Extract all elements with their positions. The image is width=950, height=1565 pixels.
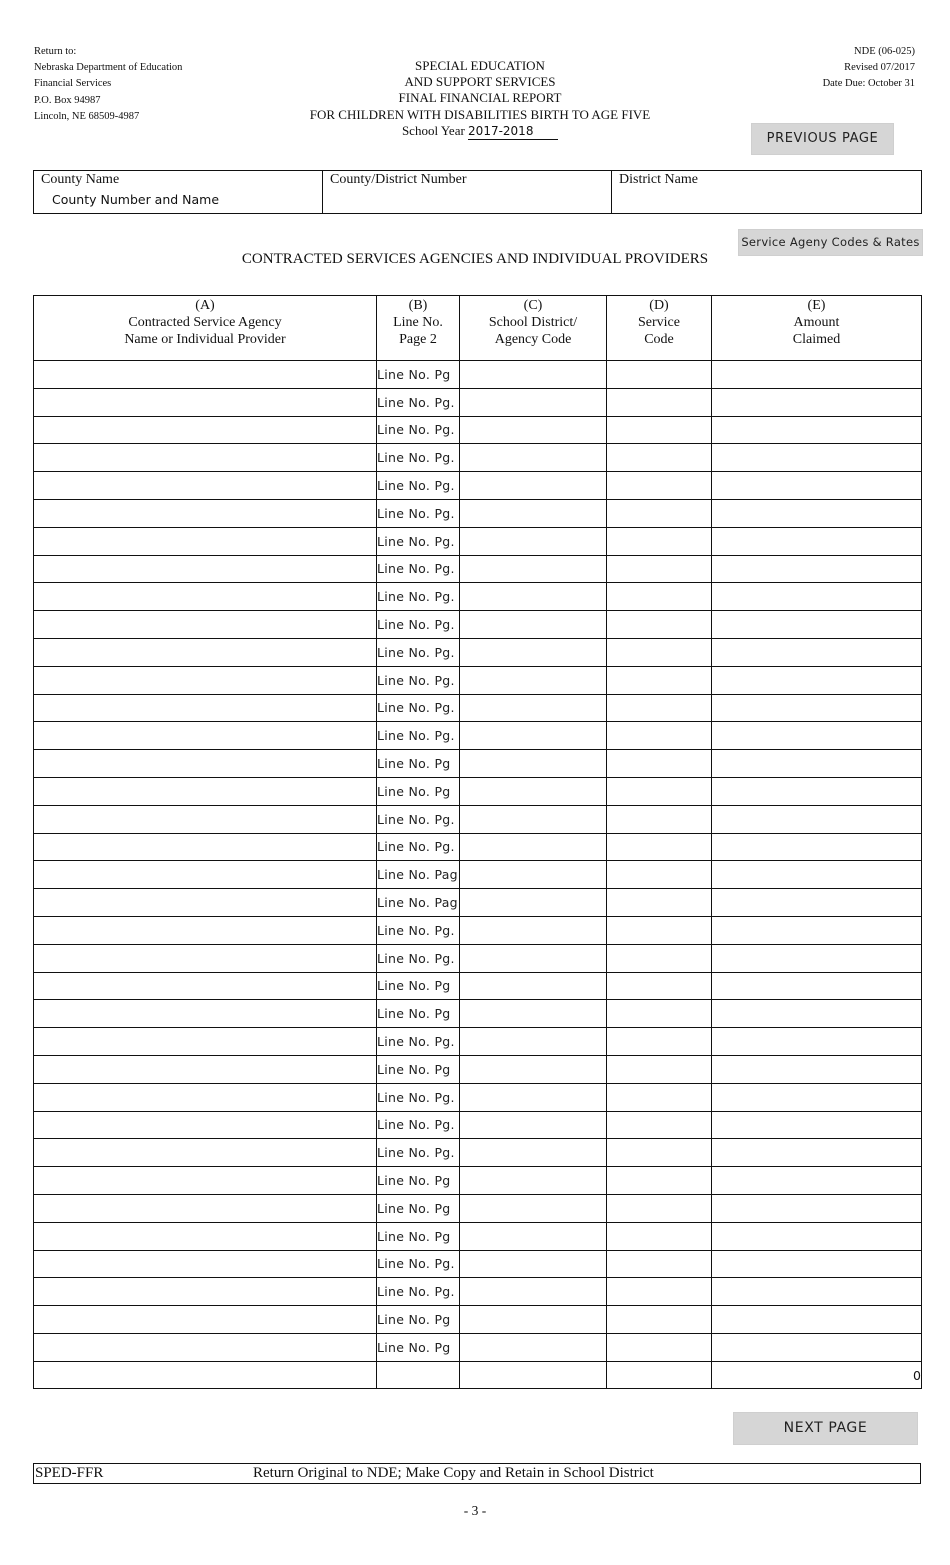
- line-number-input[interactable]: Line No. Pg: [377, 972, 460, 1000]
- amount-claimed-input[interactable]: [712, 1278, 922, 1306]
- service-code-input[interactable]: [607, 861, 712, 889]
- amount-claimed-input[interactable]: [712, 583, 922, 611]
- table-row: [34, 805, 922, 833]
- amount-claimed-input[interactable]: [712, 1111, 922, 1139]
- table-row: [34, 638, 922, 666]
- service-code-input[interactable]: [607, 889, 712, 917]
- agency-name-input[interactable]: [34, 750, 377, 778]
- table-row: [34, 555, 922, 583]
- line-number-input[interactable]: Line No. Pg: [377, 777, 460, 805]
- district-agency-code-input[interactable]: [460, 555, 607, 583]
- district-agency-code-input[interactable]: [460, 861, 607, 889]
- service-code-input[interactable]: [607, 1139, 712, 1167]
- district-agency-code-input[interactable]: [460, 583, 607, 611]
- line-number-input[interactable]: Line No. Pg.: [377, 722, 460, 750]
- district-agency-code-input[interactable]: [460, 1167, 607, 1195]
- school-year-label: School Year: [401, 122, 465, 138]
- table-row: [34, 527, 922, 555]
- agency-name-input[interactable]: [34, 1139, 377, 1167]
- line-number-input[interactable]: Line No. Pg.: [377, 1028, 460, 1056]
- agency-name-input[interactable]: [34, 1000, 377, 1028]
- district-agency-code-input[interactable]: [460, 527, 607, 555]
- line-number-input[interactable]: Line No. Pg: [377, 1055, 460, 1083]
- amount-claimed-input[interactable]: [712, 944, 922, 972]
- return-address-line: Lincoln, NE 68509-4987: [34, 110, 140, 122]
- table-row: [34, 499, 922, 527]
- column-header-c: (C) School District/ Agency Code: [460, 296, 607, 361]
- line-number-input[interactable]: Line No. Pg.: [377, 666, 460, 694]
- service-code-input[interactable]: [607, 972, 712, 1000]
- county-name-select[interactable]: County Number and Name: [52, 192, 220, 207]
- agency-name-input[interactable]: [34, 861, 377, 889]
- service-code-input[interactable]: [607, 611, 712, 639]
- footer-bar: [33, 1463, 921, 1484]
- amount-claimed-input[interactable]: [712, 861, 922, 889]
- agency-name-input[interactable]: [34, 1194, 377, 1222]
- district-agency-code-input[interactable]: [460, 1278, 607, 1306]
- agency-name-input[interactable]: [34, 1278, 377, 1306]
- service-code-input[interactable]: [607, 1055, 712, 1083]
- service-code-input[interactable]: [607, 361, 712, 389]
- line-number-input[interactable]: Line No. Pg.: [377, 444, 460, 472]
- previous-page-button[interactable]: PREVIOUS PAGE: [751, 123, 894, 155]
- amount-claimed-input[interactable]: [712, 1055, 922, 1083]
- district-agency-code-input[interactable]: [460, 777, 607, 805]
- amount-claimed-input[interactable]: [712, 777, 922, 805]
- line-number-input[interactable]: Line No. Pg: [377, 1000, 460, 1028]
- district-agency-code-input[interactable]: [460, 444, 607, 472]
- line-number-input[interactable]: Line No. Pg.: [377, 611, 460, 639]
- service-code-input[interactable]: [607, 527, 712, 555]
- district-agency-code-input[interactable]: [460, 1000, 607, 1028]
- table-row: [34, 1055, 922, 1083]
- table-row: [34, 750, 922, 778]
- line-number-input[interactable]: Line No. Pg.: [377, 833, 460, 861]
- service-code-input[interactable]: [607, 777, 712, 805]
- return-address-line: P.O. Box 94987: [34, 94, 101, 106]
- agency-name-input[interactable]: [34, 361, 377, 389]
- district-agency-code-input[interactable]: [460, 611, 607, 639]
- service-code-input[interactable]: [607, 666, 712, 694]
- service-code-input[interactable]: [607, 472, 712, 500]
- service-code-input[interactable]: [607, 1333, 712, 1361]
- district-agency-code-input[interactable]: [460, 416, 607, 444]
- service-code-input[interactable]: [607, 499, 712, 527]
- amount-claimed-input[interactable]: [712, 1028, 922, 1056]
- table-row: [34, 1000, 922, 1028]
- service-code-input[interactable]: [607, 1278, 712, 1306]
- column-header-a: (A) Contracted Service Agency Name or Individual Provider: [34, 296, 377, 361]
- line-number-input[interactable]: Line No. Pg.: [377, 916, 460, 944]
- service-code-input[interactable]: [607, 722, 712, 750]
- service-code-input[interactable]: [607, 388, 712, 416]
- return-address-line: Financial Services: [34, 78, 112, 90]
- table-row: [34, 416, 922, 444]
- title-line: FOR CHILDREN WITH DISABILITIES BIRTH TO AGE FIVE: [309, 106, 651, 122]
- column-header-e: (E) Amount Claimed: [712, 296, 922, 361]
- service-code-input[interactable]: [607, 1083, 712, 1111]
- agency-name-input[interactable]: [34, 694, 377, 722]
- agency-name-input[interactable]: [34, 833, 377, 861]
- agency-name-input[interactable]: [34, 472, 377, 500]
- amount-claimed-input[interactable]: [712, 638, 922, 666]
- column-header-b: (B) Line No. Page 2: [377, 296, 460, 361]
- service-code-input[interactable]: [607, 555, 712, 583]
- footer-note: Return Original to NDE; Make Copy and Retain in School District: [253, 1465, 654, 1481]
- agency-name-input[interactable]: [34, 1028, 377, 1056]
- line-number-input[interactable]: Line No. Pg.: [377, 805, 460, 833]
- service-code-input[interactable]: [607, 638, 712, 666]
- agency-name-input[interactable]: [34, 916, 377, 944]
- line-number-input[interactable]: Line No. Pg.: [377, 472, 460, 500]
- agency-name-input[interactable]: [34, 1055, 377, 1083]
- agency-name-input[interactable]: [34, 555, 377, 583]
- line-number-input[interactable]: Line No. Pg.: [377, 1111, 460, 1139]
- district-agency-code-input[interactable]: [460, 1055, 607, 1083]
- service-code-input[interactable]: [607, 1222, 712, 1250]
- district-agency-code-input[interactable]: [460, 1333, 607, 1361]
- agency-name-input[interactable]: [34, 805, 377, 833]
- amount-claimed-input[interactable]: [712, 722, 922, 750]
- agency-name-input[interactable]: [34, 583, 377, 611]
- table-row: [34, 916, 922, 944]
- table-row: [34, 666, 922, 694]
- table-row: [34, 1139, 922, 1167]
- amount-claimed-input[interactable]: [712, 889, 922, 917]
- form-number: NDE (06-025): [854, 46, 915, 57]
- district-agency-code-input[interactable]: [460, 666, 607, 694]
- table-row: [34, 722, 922, 750]
- table-row: [34, 889, 922, 917]
- service-code-input[interactable]: [607, 1000, 712, 1028]
- table-row: [34, 861, 922, 889]
- total-blank-cell: [607, 1361, 712, 1389]
- amount-claimed-input[interactable]: [712, 1000, 922, 1028]
- service-code-input[interactable]: [607, 1250, 712, 1278]
- section-title: CONTRACTED SERVICES AGENCIES AND INDIVIDUAL PROVIDERS: [241, 251, 709, 267]
- amount-claimed-input[interactable]: [712, 1222, 922, 1250]
- amount-claimed-input[interactable]: [712, 972, 922, 1000]
- table-row: [34, 972, 922, 1000]
- table-row: [34, 944, 922, 972]
- agency-name-input[interactable]: [34, 1083, 377, 1111]
- district-name-label: District Name: [619, 172, 698, 187]
- amount-claimed-input[interactable]: [712, 527, 922, 555]
- table-row: [34, 1222, 922, 1250]
- district-agency-code-input[interactable]: [460, 889, 607, 917]
- service-code-input[interactable]: [607, 750, 712, 778]
- service-code-input[interactable]: [607, 833, 712, 861]
- next-page-button[interactable]: NEXT PAGE: [733, 1412, 918, 1445]
- table-row: [34, 1250, 922, 1278]
- title-line: SPECIAL EDUCATION: [415, 58, 545, 73]
- return-address: [34, 44, 182, 125]
- line-number-input[interactable]: Line No. Pg.: [377, 583, 460, 611]
- total-row: [34, 1361, 922, 1389]
- table-row: [34, 611, 922, 639]
- table-row: [34, 472, 922, 500]
- district-agency-code-input[interactable]: [460, 833, 607, 861]
- line-number-input[interactable]: Line No. Pg.: [377, 499, 460, 527]
- line-number-input[interactable]: Line No. Pg: [377, 750, 460, 778]
- district-agency-code-input[interactable]: [460, 1028, 607, 1056]
- district-name-cell[interactable]: [612, 171, 922, 214]
- amount-claimed-input[interactable]: [712, 416, 922, 444]
- line-number-input[interactable]: Line No. Pg: [377, 1222, 460, 1250]
- amount-claimed-input[interactable]: [712, 499, 922, 527]
- service-agency-codes-button[interactable]: Service Ageny Codes & Rates: [738, 229, 923, 256]
- table-row: [34, 1167, 922, 1195]
- agency-name-input[interactable]: [34, 527, 377, 555]
- table-row: [34, 583, 922, 611]
- district-agency-code-input[interactable]: [460, 750, 607, 778]
- table-row: [34, 777, 922, 805]
- table-row: [34, 444, 922, 472]
- amount-claimed-input[interactable]: [712, 833, 922, 861]
- school-year-field[interactable]: 2017-2018: [468, 123, 558, 140]
- district-agency-code-input[interactable]: [460, 722, 607, 750]
- page-number: - 3 -: [463, 1503, 487, 1518]
- line-number-input[interactable]: Line No. Pag: [377, 861, 460, 889]
- agency-name-input[interactable]: [34, 1222, 377, 1250]
- district-agency-code-input[interactable]: [460, 638, 607, 666]
- amount-claimed-input[interactable]: [712, 472, 922, 500]
- agency-name-input[interactable]: [34, 1111, 377, 1139]
- district-agency-code-input[interactable]: [460, 1222, 607, 1250]
- amount-claimed-input[interactable]: [712, 611, 922, 639]
- table-row: [34, 1278, 922, 1306]
- agency-name-input[interactable]: [34, 972, 377, 1000]
- table-row: [34, 1083, 922, 1111]
- total-blank-cell: [460, 1361, 607, 1389]
- amount-claimed-input[interactable]: [712, 555, 922, 583]
- line-number-input[interactable]: Line No. Pg: [377, 1306, 460, 1334]
- service-code-input[interactable]: [607, 1028, 712, 1056]
- line-number-input[interactable]: Line No. Pg: [377, 1194, 460, 1222]
- district-agency-code-input[interactable]: [460, 944, 607, 972]
- district-agency-code-input[interactable]: [460, 361, 607, 389]
- line-number-input[interactable]: Line No. Pg: [377, 1167, 460, 1195]
- line-number-input[interactable]: Line No. Pg.: [377, 944, 460, 972]
- line-number-input[interactable]: Line No. Pg.: [377, 416, 460, 444]
- district-agency-code-input[interactable]: [460, 1194, 607, 1222]
- district-info-table: [33, 170, 922, 214]
- agency-name-input[interactable]: [34, 722, 377, 750]
- line-number-input[interactable]: Line No. Pg.: [377, 1278, 460, 1306]
- return-address-line: Nebraska Department of Education: [34, 62, 183, 74]
- table-header-row: [34, 296, 922, 361]
- amount-claimed-input[interactable]: [712, 388, 922, 416]
- service-code-input[interactable]: [607, 416, 712, 444]
- county-name-label: County Name: [41, 172, 120, 187]
- amount-claimed-input[interactable]: [712, 1194, 922, 1222]
- agency-name-input[interactable]: [34, 1167, 377, 1195]
- table-row: [34, 1194, 922, 1222]
- amount-claimed-input[interactable]: [712, 750, 922, 778]
- district-agency-code-input[interactable]: [460, 1139, 607, 1167]
- district-agency-code-input[interactable]: [460, 388, 607, 416]
- service-code-input[interactable]: [607, 805, 712, 833]
- service-code-input[interactable]: [607, 916, 712, 944]
- amount-claimed-input[interactable]: [712, 1306, 922, 1334]
- agency-name-input[interactable]: [34, 388, 377, 416]
- line-number-input[interactable]: Line No. Pg.: [377, 1250, 460, 1278]
- report-title: [240, 58, 720, 140]
- column-header-d: (D) Service Code: [607, 296, 712, 361]
- agency-name-input[interactable]: [34, 416, 377, 444]
- amount-claimed-input[interactable]: [712, 1083, 922, 1111]
- line-number-input[interactable]: Line No. Pag: [377, 889, 460, 917]
- service-code-input[interactable]: [607, 1111, 712, 1139]
- agency-name-input[interactable]: [34, 1306, 377, 1334]
- service-code-input[interactable]: [607, 1167, 712, 1195]
- agency-name-input[interactable]: [34, 611, 377, 639]
- agency-name-input[interactable]: [34, 638, 377, 666]
- agency-name-input[interactable]: [34, 666, 377, 694]
- service-code-input[interactable]: [607, 1194, 712, 1222]
- service-code-input[interactable]: [607, 944, 712, 972]
- return-address-line: Return to:: [34, 46, 77, 57]
- agency-name-input[interactable]: [34, 499, 377, 527]
- line-number-input[interactable]: Line No. Pg.: [377, 1083, 460, 1111]
- amount-claimed-input[interactable]: [712, 1167, 922, 1195]
- amount-claimed-input[interactable]: [712, 444, 922, 472]
- amount-claimed-input[interactable]: [712, 1139, 922, 1167]
- district-agency-code-input[interactable]: [460, 499, 607, 527]
- amount-claimed-input[interactable]: [712, 805, 922, 833]
- line-number-input[interactable]: Line No. Pg: [377, 361, 460, 389]
- table-row: [34, 1111, 922, 1139]
- district-agency-code-input[interactable]: [460, 472, 607, 500]
- service-code-input[interactable]: [607, 1306, 712, 1334]
- total-label-cell: [34, 1361, 377, 1389]
- agency-name-input[interactable]: [34, 444, 377, 472]
- line-number-input[interactable]: Line No. Pg.: [377, 388, 460, 416]
- total-blank-cell: [377, 1361, 460, 1389]
- agency-name-input[interactable]: [34, 944, 377, 972]
- district-agency-code-input[interactable]: [460, 972, 607, 1000]
- amount-claimed-input[interactable]: [712, 916, 922, 944]
- table-row: [34, 1333, 922, 1361]
- line-number-input[interactable]: Line No. Pg.: [377, 555, 460, 583]
- agency-name-input[interactable]: [34, 1333, 377, 1361]
- line-number-input[interactable]: Line No. Pg.: [377, 1139, 460, 1167]
- district-agency-code-input[interactable]: [460, 916, 607, 944]
- form-code: SPED-FFR: [35, 1465, 104, 1481]
- line-number-input[interactable]: Line No. Pg: [377, 1333, 460, 1361]
- amount-claimed-input[interactable]: [712, 1333, 922, 1361]
- amount-claimed-input[interactable]: [712, 666, 922, 694]
- table-row: [34, 1028, 922, 1056]
- table-row: [34, 388, 922, 416]
- line-number-input[interactable]: Line No. Pg.: [377, 694, 460, 722]
- table-row: [34, 1306, 922, 1334]
- county-district-number-label: County/District Number: [330, 172, 467, 187]
- county-name-cell[interactable]: [34, 171, 323, 214]
- amount-claimed-input[interactable]: [712, 361, 922, 389]
- district-agency-code-input[interactable]: [460, 1306, 607, 1334]
- county-district-number-cell[interactable]: [323, 171, 612, 214]
- line-number-input[interactable]: Line No. Pg.: [377, 638, 460, 666]
- service-code-input[interactable]: [607, 583, 712, 611]
- table-row: [34, 361, 922, 389]
- agency-name-input[interactable]: [34, 777, 377, 805]
- agency-name-input[interactable]: [34, 889, 377, 917]
- district-agency-code-input[interactable]: [460, 1111, 607, 1139]
- revised-date: Revised 07/2017: [844, 62, 915, 74]
- district-agency-code-input[interactable]: [460, 1083, 607, 1111]
- due-date: Date Due: October 31: [822, 78, 915, 90]
- title-line: FINAL FINANCIAL REPORT: [398, 90, 562, 106]
- school-year-row: [240, 123, 720, 140]
- service-code-input[interactable]: [607, 694, 712, 722]
- service-code-input[interactable]: [607, 444, 712, 472]
- amount-claimed-input[interactable]: [712, 1250, 922, 1278]
- table-row: [34, 833, 922, 861]
- amount-claimed-input[interactable]: [712, 694, 922, 722]
- title-line: AND SUPPORT SERVICES: [404, 74, 556, 90]
- form-info: [823, 44, 915, 93]
- contracted-services-table: [33, 295, 922, 1389]
- district-agency-code-input[interactable]: [460, 1250, 607, 1278]
- total-amount-claimed: 0: [712, 1361, 922, 1389]
- line-number-input[interactable]: Line No. Pg.: [377, 527, 460, 555]
- agency-name-input[interactable]: [34, 1250, 377, 1278]
- district-agency-code-input[interactable]: [460, 694, 607, 722]
- table-row: [34, 694, 922, 722]
- district-agency-code-input[interactable]: [460, 805, 607, 833]
